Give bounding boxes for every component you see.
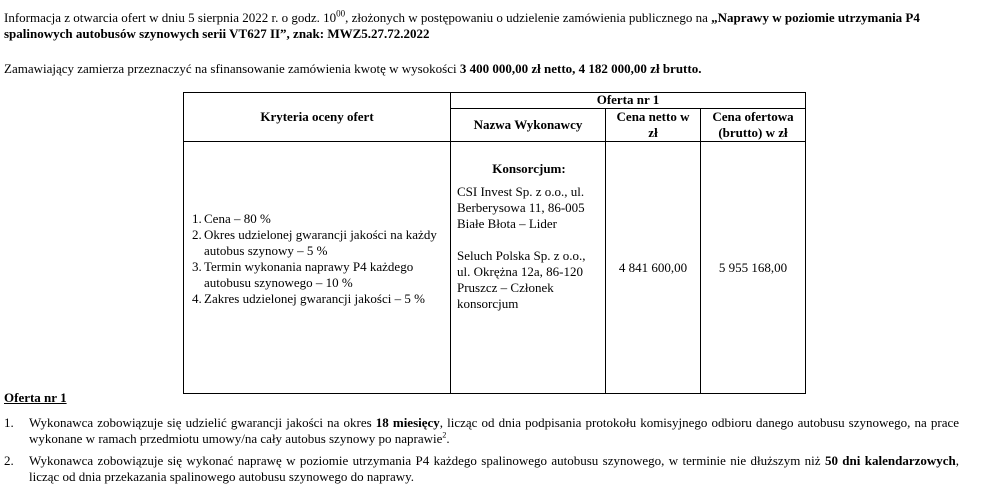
criteria-header: Kryteria oceny ofert [184,93,451,142]
criteria-item: 2. Okres udzielonej gwarancji jakości na każdy autobus szynowy – 5 % [192,227,437,258]
criteria-cell [184,142,451,394]
criteria-item: 4. Zakres udzielonej gwarancji jakości – 5 % [192,291,425,306]
net-price-cell: 4 841 600,00 [606,142,701,394]
offer-item [4,415,959,447]
criteria-item: 1. Cena – 80 % [192,211,271,226]
offer-item-number: 2. [4,453,14,468]
procurement-title: „Naprawy w poziomie utrzymania P4 spalinowych autobusów szynowych serii VT627 II”, znak: MWZ5.27.72.2022 [4,10,920,41]
header-text-mid: , złożonych w postępowaniu o udzielenie zamówienia publicznego na [345,10,712,25]
contractor-cell [451,142,606,394]
funding-amount: 3 400 000,00 zł netto, 4 182 000,00 zł brutto. [459,61,702,76]
funding-text: Zamawiający zamierza przeznaczyć na sfinansowanie zamówienia kwotę w wysokości [4,61,460,76]
net-price-column-header: Cena netto w zł [606,109,701,142]
gross-price-cell: 5 955 168,00 [701,142,806,394]
offer-item-number: 1. [4,415,14,430]
contractor-column-header: Nazwa Wykonawcy [451,109,606,142]
consortium-member: Seluch Polska Sp. z o.o., ul. Okrężna 12a, 86-120 Pruszcz – Członek konsorcjum [457,248,586,311]
funding-statement [4,61,972,77]
gross-price-column-header: Cena ofertowa (brutto) w zł [701,109,806,142]
offer-item-text: Wykonawca zobowiązuje się wykonać naprawę w poziomie utrzymania P4 każdego spalinowego autobusu szynowego, w terminie nie dłuższym niż 50 dni kalendarzowych, licząc od dnia przekazania spalinowego autobusu szynowego do naprawy. [29,453,960,484]
offers-table [183,92,806,394]
document-header [4,10,972,42]
consortium-label: Konsorcjum: [492,161,566,176]
consortium-leader: CSI Invest Sp. z o.o., ul. Berberysowa 11, 86-005 Białe Błota – Lider [457,184,585,231]
footnote-marker: 2 [442,430,447,440]
criteria-item: 3. Termin wykonania naprawy P4 każdego autobusu szynowego – 10 % [192,259,414,290]
header-text-pre: Informacja z otwarcia ofert w dniu 5 sierpnia 2022 r. o godz. 10 [4,10,337,25]
offer-section-heading: Oferta nr 1 [4,390,67,405]
header-time-sup: 00 [336,8,346,19]
offer-header: Oferta nr 1 [451,93,806,109]
criteria-list [184,211,450,307]
offer-item [4,453,959,485]
offer-item-text: Wykonawca zobowiązuje się udzielić gwarancji jakości na okres 18 miesięcy, licząc od dnia podpisania protokołu komisyjnego odbioru danego autobusu szynowego, na prace wykonane w ramach przedmiotu umowy/na cały autobus szynowy po naprawie$^2$. [29,415,960,446]
